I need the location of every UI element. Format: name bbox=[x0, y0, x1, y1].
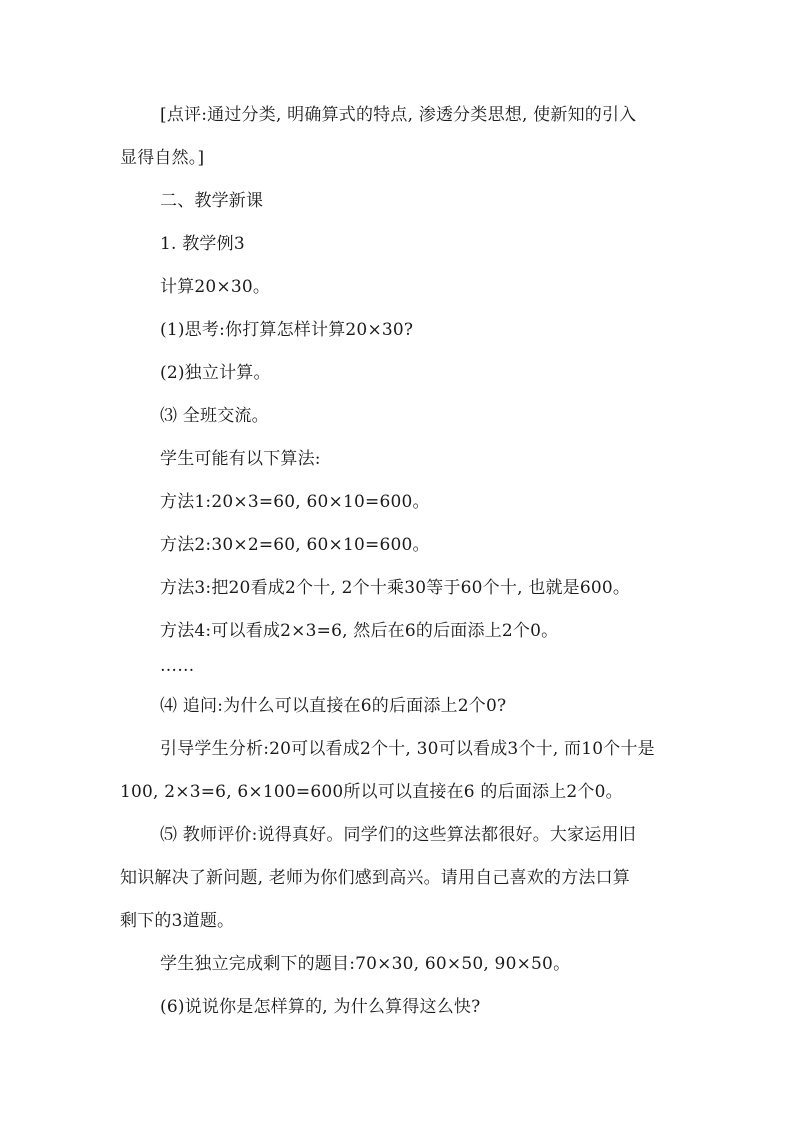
text-line: 方法4:可以看成2×3=6, 然后在6的后面添上2个0。 bbox=[160, 621, 559, 641]
text-line: 学生独立完成剩下的题目:70×30, 60×50, 90×50。 bbox=[160, 954, 571, 974]
text-line: 引导学生分析:20可以看成2个十, 30可以看成3个十, 而10个十是 bbox=[160, 739, 655, 759]
text-line: 方法2:30×2=60, 60×10=600。 bbox=[160, 535, 430, 555]
subsection-heading: 1. 教学例3 bbox=[160, 234, 245, 254]
text-line: 知识解决了新问题, 老师为你们感到高兴。请用自己喜欢的方法口算 bbox=[120, 868, 631, 888]
text-line: 学生可能有以下算法: bbox=[160, 449, 321, 469]
text-line: (2)独立计算。 bbox=[160, 363, 271, 383]
text-line: (6)说说你是怎样算的, 为什么算得这么快? bbox=[160, 997, 481, 1017]
text-line: 100, 2×3=6, 6×100=600所以可以直接在6 的后面添上2个0。 bbox=[120, 782, 623, 802]
text-line: ⑶ 全班交流。 bbox=[160, 406, 269, 426]
text-line: 显得自然。] bbox=[120, 148, 205, 168]
text-line: ⑸ 教师评价:说得真好。同学们的这些算法都很好。大家运用旧 bbox=[160, 825, 636, 845]
text-line: [点评:通过分类, 明确算式的特点, 渗透分类思想, 使新知的引入 bbox=[160, 105, 637, 125]
ellipsis-line: …… bbox=[160, 656, 195, 676]
text-line: 剩下的3道题。 bbox=[120, 911, 235, 931]
text-line: ⑷ 追问:为什么可以直接在6的后面添上2个0? bbox=[160, 696, 507, 716]
text-line: (1)思考:你打算怎样计算20×30? bbox=[160, 320, 414, 340]
section-heading: 二、教学新课 bbox=[160, 191, 264, 211]
text-line: 方法1:20×3=60, 60×10=600。 bbox=[160, 492, 430, 512]
text-line: 方法3:把20看成2个十, 2个十乘30等于60个十, 也就是600。 bbox=[160, 578, 631, 598]
text-line: 计算20×30。 bbox=[160, 277, 271, 297]
